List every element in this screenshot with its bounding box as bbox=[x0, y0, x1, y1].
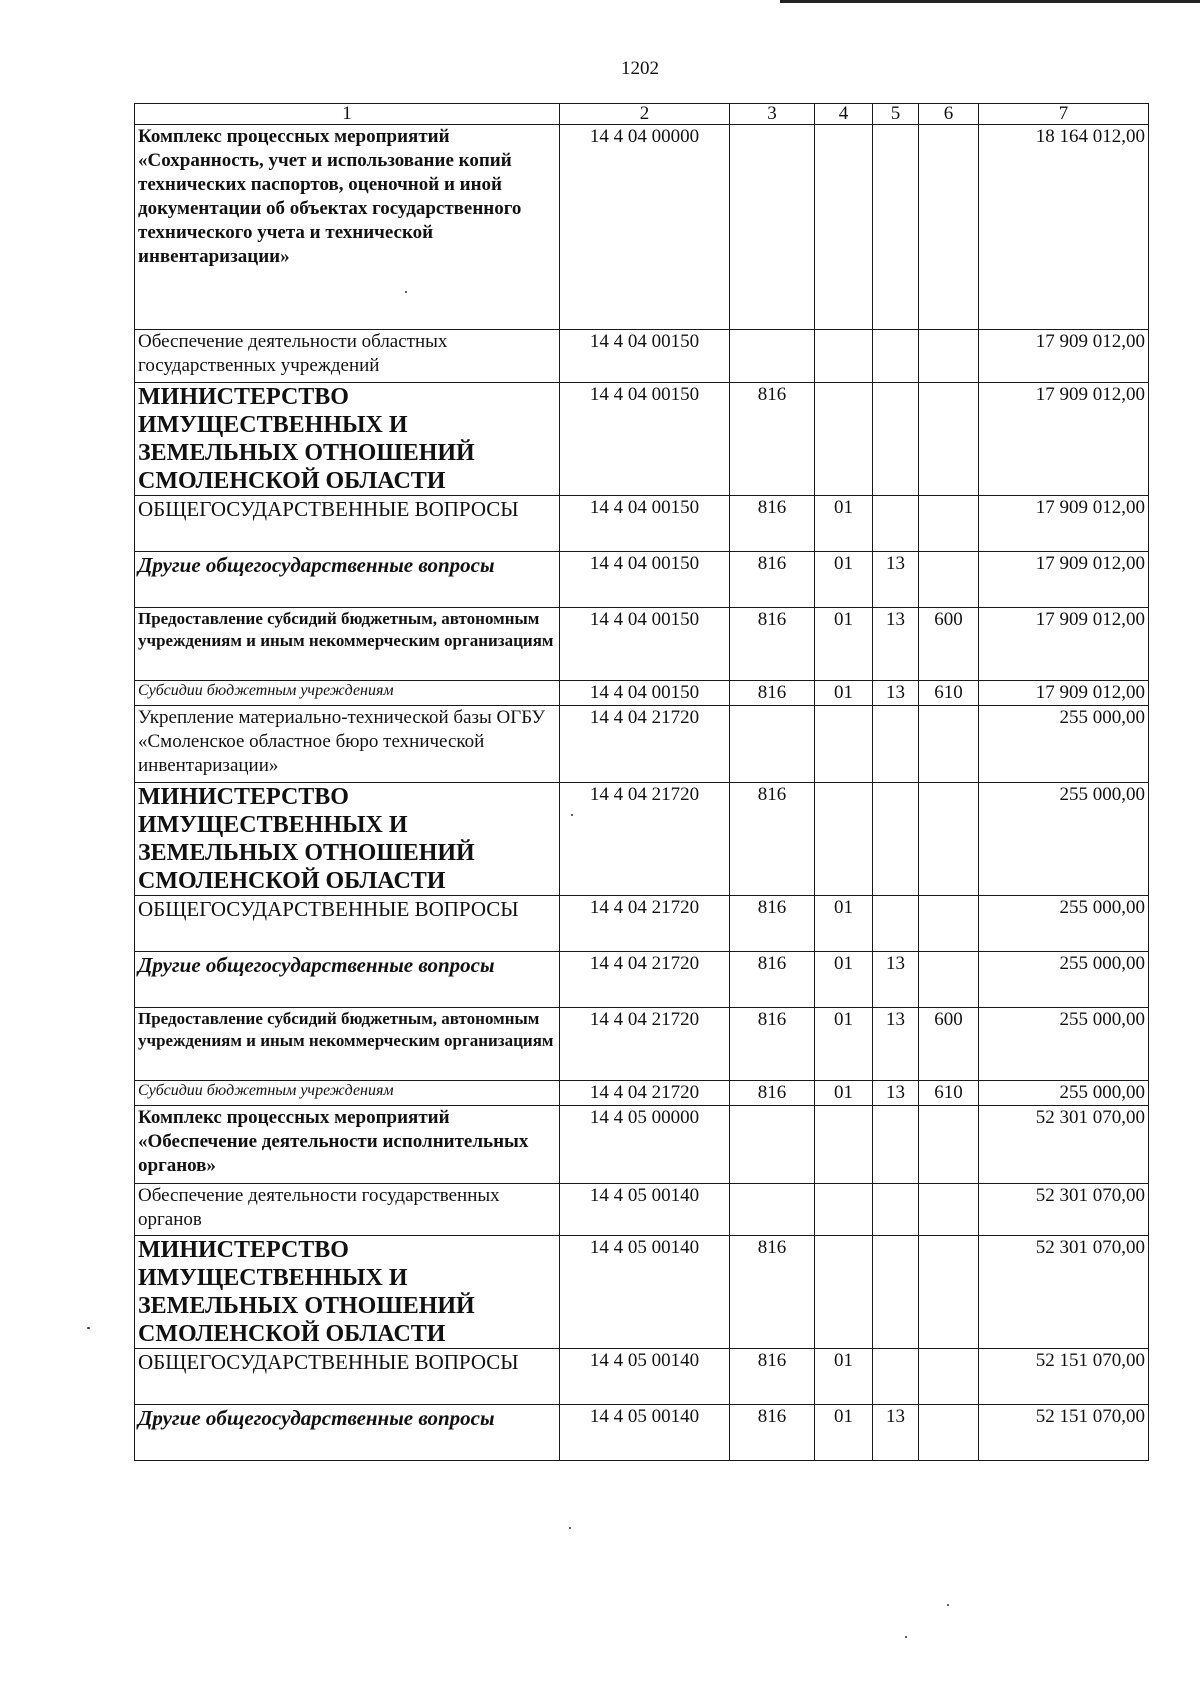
row-ministry-code-cell: 816 bbox=[730, 608, 815, 681]
row-ministry-code-cell: 816 bbox=[730, 383, 815, 496]
table-row bbox=[135, 1008, 1149, 1081]
row-section-cell: 01 bbox=[815, 552, 873, 608]
row-expense-type-cell: 600 bbox=[919, 1008, 979, 1081]
row-code-cell: 14 4 04 00150 bbox=[560, 496, 730, 552]
row-code-cell: 14 4 05 00000 bbox=[560, 1106, 730, 1184]
row-code-cell: 14 4 04 21720 bbox=[560, 1008, 730, 1081]
row-name-cell: Предоставление субсидий бюджетным, автономным учреждениям и иным некоммерческим организациям bbox=[135, 1008, 560, 1081]
table-row bbox=[135, 783, 1149, 896]
scan-speck bbox=[905, 1636, 907, 1638]
row-subsection-cell bbox=[873, 383, 919, 496]
row-code-cell: 14 4 05 00140 bbox=[560, 1349, 730, 1405]
table-row bbox=[135, 383, 1149, 496]
table-row bbox=[135, 1081, 1149, 1106]
row-amount-cell: 255 000,00 bbox=[979, 1008, 1149, 1081]
scan-speck bbox=[87, 1327, 90, 1329]
row-section-cell bbox=[815, 1184, 873, 1236]
row-expense-type-cell bbox=[919, 552, 979, 608]
row-ministry-code-cell: 816 bbox=[730, 1008, 815, 1081]
row-subsection-cell: 13 bbox=[873, 1081, 919, 1106]
row-subsection-cell: 13 bbox=[873, 1008, 919, 1081]
row-code-cell: 14 4 04 00150 bbox=[560, 383, 730, 496]
row-name-cell: ОБЩЕГОСУДАРСТВЕННЫЕ ВОПРОСЫ bbox=[135, 496, 560, 552]
row-expense-type-cell: 610 bbox=[919, 681, 979, 706]
row-subsection-cell bbox=[873, 783, 919, 896]
row-code-cell: 14 4 04 00000 bbox=[560, 125, 730, 330]
row-name-cell: МИНИСТЕРСТВО ИМУЩЕСТВЕННЫХ И ЗЕМЕЛЬНЫХ ОТНОШЕНИЙ СМОЛЕНСКОЙ ОБЛАСТИ bbox=[135, 1236, 560, 1349]
row-ministry-code-cell bbox=[730, 125, 815, 330]
row-subsection-cell bbox=[873, 1184, 919, 1236]
table-row bbox=[135, 608, 1149, 681]
row-code-cell: 14 4 04 21720 bbox=[560, 706, 730, 783]
row-expense-type-cell bbox=[919, 383, 979, 496]
top-border-line bbox=[780, 0, 1200, 3]
row-subsection-cell bbox=[873, 330, 919, 383]
row-code-cell: 14 4 04 21720 bbox=[560, 1081, 730, 1106]
budget-table bbox=[134, 103, 1149, 1461]
row-code-cell: 14 4 05 00140 bbox=[560, 1184, 730, 1236]
row-subsection-cell: 13 bbox=[873, 552, 919, 608]
row-section-cell: 01 bbox=[815, 1349, 873, 1405]
header-cell-6: 6 bbox=[919, 104, 979, 125]
row-subsection-cell bbox=[873, 1106, 919, 1184]
row-ministry-code-cell: 816 bbox=[730, 952, 815, 1008]
table-row bbox=[135, 1349, 1149, 1405]
table-row bbox=[135, 1236, 1149, 1349]
row-ministry-code-cell: 816 bbox=[730, 496, 815, 552]
row-section-cell: 01 bbox=[815, 1008, 873, 1081]
row-section-cell: 01 bbox=[815, 952, 873, 1008]
row-amount-cell: 255 000,00 bbox=[979, 952, 1149, 1008]
row-ministry-code-cell: 816 bbox=[730, 1405, 815, 1461]
row-amount-cell: 255 000,00 bbox=[979, 1081, 1149, 1106]
row-code-cell: 14 4 05 00140 bbox=[560, 1405, 730, 1461]
row-expense-type-cell bbox=[919, 1236, 979, 1349]
row-subsection-cell bbox=[873, 706, 919, 783]
table-row bbox=[135, 496, 1149, 552]
row-section-cell bbox=[815, 783, 873, 896]
row-expense-type-cell bbox=[919, 496, 979, 552]
scan-speck bbox=[405, 291, 407, 293]
row-code-cell: 14 4 04 21720 bbox=[560, 896, 730, 952]
scan-speck bbox=[571, 814, 573, 816]
row-code-cell: 14 4 05 00140 bbox=[560, 1236, 730, 1349]
row-expense-type-cell bbox=[919, 1349, 979, 1405]
page-number: 1202 bbox=[621, 58, 659, 79]
row-ministry-code-cell: 816 bbox=[730, 681, 815, 706]
row-name-cell: ОБЩЕГОСУДАРСТВЕННЫЕ ВОПРОСЫ bbox=[135, 1349, 560, 1405]
row-subsection-cell bbox=[873, 896, 919, 952]
row-expense-type-cell bbox=[919, 896, 979, 952]
table-header-row bbox=[135, 104, 1149, 125]
row-amount-cell: 17 909 012,00 bbox=[979, 681, 1149, 706]
scan-speck bbox=[947, 1604, 949, 1606]
row-amount-cell: 17 909 012,00 bbox=[979, 496, 1149, 552]
row-amount-cell: 52 301 070,00 bbox=[979, 1236, 1149, 1349]
row-section-cell bbox=[815, 383, 873, 496]
row-section-cell: 01 bbox=[815, 681, 873, 706]
row-section-cell bbox=[815, 1236, 873, 1349]
row-subsection-cell: 13 bbox=[873, 681, 919, 706]
row-expense-type-cell bbox=[919, 1405, 979, 1461]
row-amount-cell: 17 909 012,00 bbox=[979, 552, 1149, 608]
table-row bbox=[135, 952, 1149, 1008]
row-ministry-code-cell: 816 bbox=[730, 1081, 815, 1106]
row-amount-cell: 52 151 070,00 bbox=[979, 1349, 1149, 1405]
row-ministry-code-cell: 816 bbox=[730, 783, 815, 896]
row-section-cell: 01 bbox=[815, 608, 873, 681]
row-name-cell: Другие общегосударственные вопросы bbox=[135, 952, 560, 1008]
row-name-cell: Обеспечение деятельности государственных органов bbox=[135, 1184, 560, 1236]
table-row bbox=[135, 896, 1149, 952]
table-row bbox=[135, 330, 1149, 383]
row-amount-cell: 17 909 012,00 bbox=[979, 608, 1149, 681]
scan-speck bbox=[569, 1527, 571, 1529]
row-code-cell: 14 4 04 21720 bbox=[560, 783, 730, 896]
row-name-cell: ОБЩЕГОСУДАРСТВЕННЫЕ ВОПРОСЫ bbox=[135, 896, 560, 952]
row-expense-type-cell bbox=[919, 952, 979, 1008]
row-name-cell: Другие общегосударственные вопросы bbox=[135, 552, 560, 608]
row-name-cell: Субсидии бюджетным учреждениям bbox=[135, 681, 560, 706]
row-name-cell: Другие общегосударственные вопросы bbox=[135, 1405, 560, 1461]
row-code-cell: 14 4 04 00150 bbox=[560, 608, 730, 681]
row-ministry-code-cell bbox=[730, 1106, 815, 1184]
row-subsection-cell bbox=[873, 1349, 919, 1405]
row-code-cell: 14 4 04 00150 bbox=[560, 552, 730, 608]
table-row bbox=[135, 125, 1149, 330]
table-row bbox=[135, 681, 1149, 706]
header-cell-5: 5 bbox=[873, 104, 919, 125]
row-name-cell: Обеспечение деятельности областных государственных учреждений bbox=[135, 330, 560, 383]
row-subsection-cell bbox=[873, 125, 919, 330]
row-expense-type-cell bbox=[919, 1106, 979, 1184]
row-ministry-code-cell: 816 bbox=[730, 896, 815, 952]
row-ministry-code-cell bbox=[730, 1184, 815, 1236]
row-subsection-cell bbox=[873, 1236, 919, 1349]
row-expense-type-cell bbox=[919, 125, 979, 330]
row-amount-cell: 52 301 070,00 bbox=[979, 1184, 1149, 1236]
table-row bbox=[135, 1405, 1149, 1461]
row-amount-cell: 17 909 012,00 bbox=[979, 383, 1149, 496]
row-ministry-code-cell: 816 bbox=[730, 1349, 815, 1405]
row-name-cell: Укрепление материально-технической базы ОГБУ «Смоленское областное бюро технической инвентаризации» bbox=[135, 706, 560, 783]
row-amount-cell: 17 909 012,00 bbox=[979, 330, 1149, 383]
row-name-cell: МИНИСТЕРСТВО ИМУЩЕСТВЕННЫХ И ЗЕМЕЛЬНЫХ ОТНОШЕНИЙ СМОЛЕНСКОЙ ОБЛАСТИ bbox=[135, 783, 560, 896]
row-name-cell: Субсидии бюджетным учреждениям bbox=[135, 1081, 560, 1106]
row-name-cell: Предоставление субсидий бюджетным, автономным учреждениям и иным некоммерческим организациям bbox=[135, 608, 560, 681]
table-row bbox=[135, 1184, 1149, 1236]
row-amount-cell: 255 000,00 bbox=[979, 896, 1149, 952]
row-ministry-code-cell bbox=[730, 706, 815, 783]
header-cell-7: 7 bbox=[979, 104, 1149, 125]
row-section-cell: 01 bbox=[815, 496, 873, 552]
table-row bbox=[135, 706, 1149, 783]
header-cell-4: 4 bbox=[815, 104, 873, 125]
row-subsection-cell bbox=[873, 496, 919, 552]
row-expense-type-cell: 600 bbox=[919, 608, 979, 681]
row-subsection-cell: 13 bbox=[873, 608, 919, 681]
row-code-cell: 14 4 04 21720 bbox=[560, 952, 730, 1008]
row-amount-cell: 18 164 012,00 bbox=[979, 125, 1149, 330]
row-section-cell bbox=[815, 1106, 873, 1184]
row-section-cell: 01 bbox=[815, 896, 873, 952]
header-cell-1: 1 bbox=[135, 104, 560, 125]
row-section-cell bbox=[815, 125, 873, 330]
row-section-cell bbox=[815, 706, 873, 783]
row-expense-type-cell bbox=[919, 1184, 979, 1236]
row-code-cell: 14 4 04 00150 bbox=[560, 681, 730, 706]
row-expense-type-cell: 610 bbox=[919, 1081, 979, 1106]
row-code-cell: 14 4 04 00150 bbox=[560, 330, 730, 383]
row-amount-cell: 52 301 070,00 bbox=[979, 1106, 1149, 1184]
row-section-cell: 01 bbox=[815, 1405, 873, 1461]
row-name-cell: Комплекс процессных мероприятий «Сохранность, учет и использование копий технических паспортов, оценочной и иной документации об объектах государственного технического учета и технической инвентаризации» bbox=[135, 125, 560, 330]
row-section-cell: 01 bbox=[815, 1081, 873, 1106]
row-name-cell: Комплекс процессных мероприятий «Обеспечение деятельности исполнительных органов» bbox=[135, 1106, 560, 1184]
row-amount-cell: 255 000,00 bbox=[979, 783, 1149, 896]
header-cell-3: 3 bbox=[730, 104, 815, 125]
header-cell-2: 2 bbox=[560, 104, 730, 125]
table-row bbox=[135, 1106, 1149, 1184]
row-ministry-code-cell: 816 bbox=[730, 552, 815, 608]
table-row bbox=[135, 552, 1149, 608]
row-section-cell bbox=[815, 330, 873, 383]
row-subsection-cell: 13 bbox=[873, 1405, 919, 1461]
row-subsection-cell: 13 bbox=[873, 952, 919, 1008]
row-ministry-code-cell bbox=[730, 330, 815, 383]
row-ministry-code-cell: 816 bbox=[730, 1236, 815, 1349]
row-expense-type-cell bbox=[919, 330, 979, 383]
row-name-cell: МИНИСТЕРСТВО ИМУЩЕСТВЕННЫХ И ЗЕМЕЛЬНЫХ ОТНОШЕНИЙ СМОЛЕНСКОЙ ОБЛАСТИ bbox=[135, 383, 560, 496]
row-amount-cell: 255 000,00 bbox=[979, 706, 1149, 783]
row-expense-type-cell bbox=[919, 706, 979, 783]
row-expense-type-cell bbox=[919, 783, 979, 896]
row-amount-cell: 52 151 070,00 bbox=[979, 1405, 1149, 1461]
